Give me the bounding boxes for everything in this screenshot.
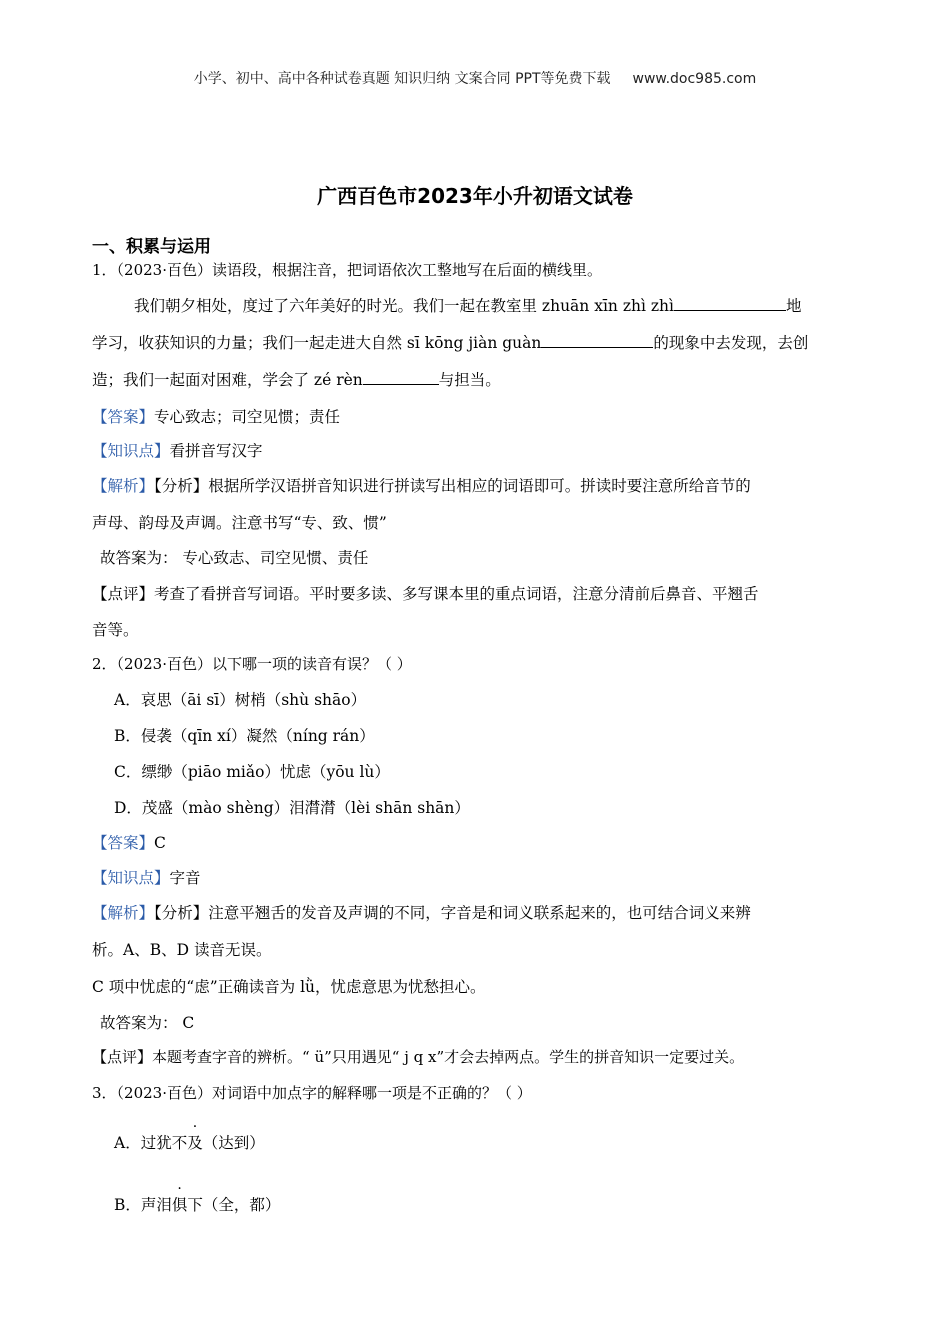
analysis-text: 【分析】根据所学汉语拼音知识进行拼读写出相应的词语即可。拼读时要注意所给音节的: [154, 477, 751, 495]
kp-tag: 【知识点】: [92, 442, 170, 460]
q1-blank-2[interactable]: [541, 331, 653, 348]
q1-blank-3[interactable]: [363, 368, 439, 385]
dotted-character: 俱: [171, 1196, 188, 1214]
answer-text: C: [154, 834, 166, 852]
analysis-text: 【分析】注意平翘舌的发音及声调的不同，字音是和词义联系起来的，也可结合词义来辨: [154, 904, 751, 922]
q3-stem: 3．（2023·百色）对词语中加点字的解释哪一项是不正确的？（ ）: [92, 1084, 532, 1102]
q2-final-answer: 故答案为： C: [100, 1014, 195, 1032]
exam-title: 广西百色市2023年小升初语文试卷: [317, 184, 633, 208]
option-text: （达到）: [202, 1134, 265, 1152]
kp-text: 看拼音写汉字: [169, 442, 263, 460]
q2-option-c[interactable]: C．缥缈（piāo miǎo）忧虑（yōu lù）: [114, 763, 390, 781]
q2-option-d[interactable]: D．茂盛（mào shèng）泪潸潸（lèi shān shān）: [114, 799, 470, 817]
q2-analysis-line3: C 项中忧虑的“虑”正确读音为 lǜ，忧虑意思为忧愁担心。: [92, 978, 486, 996]
q1-passage-line2: [92, 331, 808, 353]
q1-analysis-line2: 声母、韵母及声调。注意书写“专、致、惯”: [92, 514, 387, 532]
q1-final-answer: 故答案为： 专心致志、司空见惯、责任: [100, 549, 369, 567]
q1-passage-text: 与担当。: [438, 371, 501, 389]
option-text: B．声泪: [114, 1196, 172, 1214]
option-text: A．过犹不: [114, 1134, 188, 1152]
q1-analysis-line1: [92, 474, 751, 496]
answer-tag: 【答案】: [92, 834, 155, 852]
analysis-tag: 【解析】: [92, 904, 155, 922]
q2-stem: 2．（2023·百色）以下哪一项的读音有误？（ ）: [92, 655, 412, 673]
page-header: [0, 68, 950, 88]
q2-option-a[interactable]: A．哀思（āi sī）树梢（shù shāo）: [114, 691, 367, 709]
q1-passage-line1: [134, 294, 801, 316]
q1-passage-line3: [92, 368, 501, 390]
q2-analysis-line2: 析。A、B、D 读音无误。: [92, 941, 272, 959]
q1-review-line1: 【点评】考查了看拼音写词语。平时要多读、多写课本里的重点词语，注意分清前后鼻音、平翘舌: [92, 585, 759, 603]
q1-passage-text: 学习，收获知识的力量；我们一起走进大自然 sī kōng jiàn guàn: [92, 334, 542, 352]
q1-review-line2: 音等。: [92, 621, 139, 639]
kp-tag: 【知识点】: [92, 869, 170, 887]
answer-text: 专心致志；司空见惯；责任: [154, 408, 341, 426]
q1-passage-text: 造；我们一起面对困难，学会了 zé rèn: [92, 371, 363, 389]
q2-knowledge-point: [92, 866, 201, 888]
q1-answer: [92, 405, 340, 427]
option-text: 下（全，都）: [187, 1196, 281, 1214]
section-heading: 一、积累与运用: [92, 237, 211, 257]
kp-text: 字音: [169, 869, 201, 887]
q1-passage-text: 的现象中去发现，去创: [653, 334, 809, 352]
dotted-character: 及: [187, 1134, 203, 1152]
q2-option-b[interactable]: B．侵袭（qīn xí）凝然（níng rán）: [114, 727, 375, 745]
q3-option-a[interactable]: [114, 1131, 265, 1153]
q1-stem: 1．（2023·百色）读语段，根据注音，把词语依次工整地写在后面的横线里。: [92, 261, 602, 279]
q1-passage-text: 地: [785, 297, 802, 315]
q2-analysis-line1: [92, 901, 751, 923]
header-url[interactable]: www.doc985.com: [632, 71, 757, 87]
q2-review: 【点评】本题考查字音的辨析。“ ü”只用遇见“ j q x”才会去掉两点。学生的拼音知识一定要过关。: [92, 1048, 745, 1066]
q1-passage-text: 我们朝夕相处，度过了六年美好的时光。我们一起在教室里 zhuān xīn zhì zhì: [134, 297, 674, 315]
q1-blank-1[interactable]: [674, 294, 786, 311]
q2-answer: [92, 831, 166, 853]
analysis-tag: 【解析】: [92, 477, 155, 495]
q3-option-b[interactable]: [114, 1193, 280, 1215]
q1-knowledge-point: [92, 439, 263, 461]
answer-tag: 【答案】: [92, 408, 155, 426]
header-text: 小学、初中、高中各种试卷真题 知识归纳 文案合同 PPT等免费下载: [193, 71, 611, 87]
